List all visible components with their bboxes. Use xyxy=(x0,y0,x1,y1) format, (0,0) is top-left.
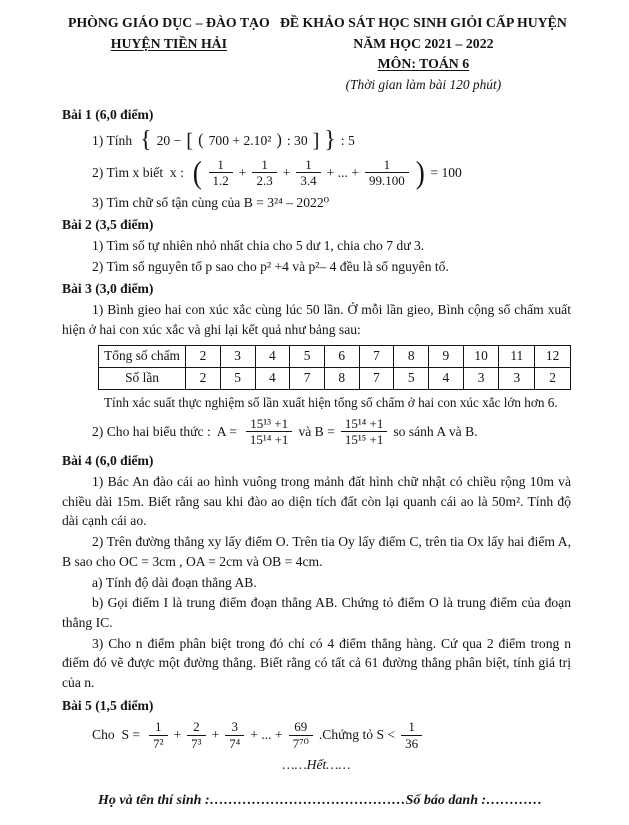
table-cell: 8 xyxy=(324,367,359,389)
paren-open: ( xyxy=(192,154,202,190)
table-cell: 12 xyxy=(535,345,571,367)
table-cell: 4 xyxy=(255,345,290,367)
math-result: = 100 xyxy=(430,164,462,180)
denominator: 3.4 xyxy=(300,173,317,189)
numerator: 2 xyxy=(187,719,205,735)
table-row-label: Tổng số chấm xyxy=(99,345,186,367)
table-cell: 4 xyxy=(429,367,464,389)
numerator: 1 xyxy=(401,719,422,735)
paren-close: ) xyxy=(415,154,425,190)
fraction xyxy=(289,719,313,751)
question-label: 2) Tìm x biết x : xyxy=(92,164,184,180)
numerator: 1 xyxy=(365,157,409,173)
table-cell: 7 xyxy=(359,345,394,367)
question-item-b1q3: 3) Tìm chữ số tận cùng của B = 3²⁴ – 2022⁰ xyxy=(92,194,330,210)
candidate-info-line: Họ và tên thí sinh :……………………………………Số báo danh :………… xyxy=(98,792,543,808)
fraction xyxy=(187,719,205,751)
section-heading-bai4: Bài 4 (6,0 điểm) xyxy=(62,453,154,469)
table-cell: 11 xyxy=(499,345,535,367)
fraction xyxy=(296,157,320,189)
math-text: so sánh A và B. xyxy=(393,423,478,439)
plus-sign: + xyxy=(282,164,291,180)
ellipsis: + ... + xyxy=(326,164,359,180)
math-text: và B = xyxy=(298,423,335,439)
question-item-b4q2b: b) Gọi điểm I là trung điểm đoạn thẳng AB. Chứng tỏ điểm O là trung điểm của đoạn thẳng IC. xyxy=(62,595,571,630)
numerator: 3 xyxy=(225,719,244,735)
issuer-name: PHÒNG GIÁO DỤC – ĐÀO TẠO xyxy=(68,15,270,30)
table-cell: 6 xyxy=(324,345,359,367)
question-item-b4q2a: a) Tính độ dài đoạn thẳng AB. xyxy=(92,574,257,590)
table-row-label: Số lần xyxy=(99,367,186,389)
section-heading-bai5: Bài 5 (1,5 điểm) xyxy=(62,697,154,713)
table-cell: 2 xyxy=(186,367,221,389)
table-row-totals xyxy=(99,345,571,367)
plus-sign: + xyxy=(238,164,247,180)
fraction xyxy=(225,719,244,751)
frequency-table xyxy=(98,345,571,390)
end-marker: ……Hết…… xyxy=(282,757,351,773)
question-item-b3q1: 1) Bình gieo hai con xúc xắc cùng lúc 50 lần. Ở mỗi lần gieo, Bình cộng số chấm xuất hiện ở hai con xúc xắc và ghi lại kết quả như bảng sau: xyxy=(62,302,571,337)
math-formula-b5 xyxy=(62,719,571,751)
math-text: 20 − xyxy=(156,132,182,148)
numerator: 15¹³ +1 xyxy=(246,416,293,432)
numerator: 1 xyxy=(296,157,320,173)
numerator: 69 xyxy=(289,719,313,735)
subject-name: MÔN: TOÁN 6 xyxy=(377,56,470,72)
table-cell: 2 xyxy=(535,367,571,389)
table-cell: 8 xyxy=(394,345,429,367)
exam-title: ĐỀ KHẢO SÁT HỌC SINH GIỎI CẤP HUYỆN xyxy=(279,15,567,30)
table-row-counts xyxy=(99,367,571,389)
plus-sign: + xyxy=(211,727,220,743)
fraction xyxy=(252,157,276,189)
exam-duration: (Thời gian làm bài 120 phút) xyxy=(345,77,502,93)
table-cell: 7 xyxy=(359,367,394,389)
denominator: 36 xyxy=(405,735,419,751)
table-cell: 4 xyxy=(255,367,290,389)
numerator: 1 xyxy=(149,719,167,735)
table-cell: 7 xyxy=(290,367,325,389)
denominator: 99.100 xyxy=(368,173,405,189)
table-cell: 3 xyxy=(463,367,499,389)
denominator: 7⁷⁰ xyxy=(292,735,309,751)
section-heading-bai1: Bài 1 (6,0 điểm) xyxy=(62,107,154,123)
math-text: 700 + 2.10² xyxy=(208,132,272,148)
question-label: 2) Cho hai biểu thức : A = xyxy=(92,423,237,439)
question-label: Cho S = xyxy=(92,727,141,743)
document-header xyxy=(62,13,571,95)
math-formula-b1q1 xyxy=(62,126,571,153)
header-left-block xyxy=(62,13,276,95)
table-cell: 9 xyxy=(429,345,464,367)
denominator: 7⁴ xyxy=(229,735,241,751)
denominator: 15¹⁴ +1 xyxy=(249,432,289,448)
question-label: 1) Tính xyxy=(92,132,133,148)
section-heading-bai3: Bài 3 (3,0 điểm) xyxy=(62,281,154,297)
denominator: 7² xyxy=(153,735,164,751)
denominator: 1.2 xyxy=(212,173,229,189)
denominator: 7³ xyxy=(191,735,202,751)
ellipsis: + ... + xyxy=(250,727,283,743)
fraction xyxy=(246,416,293,448)
bracket-open: [ xyxy=(186,129,194,152)
brace-close: } xyxy=(324,126,336,153)
math-text: : 5 xyxy=(340,132,355,148)
numerator: 1 xyxy=(209,157,233,173)
question-item-b4q3: 3) Cho n điểm phân biệt trong đó chỉ có 4 điểm thẳng hàng. Cứ qua 2 điểm trong n điểm đó vẽ được một đường thẳng. Biết rằng có tất cả 61 đường thẳng phân biệt, tính giá trị của n. xyxy=(62,635,571,691)
bracket-close: ] xyxy=(312,129,320,152)
question-item-b4q2: 2) Trên đường thẳng xy lấy điểm O. Trên tia Oy lấy điểm C, trên tia Ox lấy hai điểm A, B sao cho OC = 3cm , OA = 2cm và OB = 4cm. xyxy=(62,534,571,569)
brace-open: { xyxy=(140,126,152,153)
fraction xyxy=(209,157,233,189)
question-item-b2q2: 2) Tìm số nguyên tố p sao cho p² +4 và p²– 4 đều là số nguyên tố. xyxy=(92,258,449,274)
denominator: 2.3 xyxy=(256,173,273,189)
math-text: : 30 xyxy=(286,132,308,148)
table-cell: 2 xyxy=(186,345,221,367)
fraction xyxy=(365,157,409,189)
table-cell: 5 xyxy=(290,345,325,367)
table-cell: 3 xyxy=(220,345,255,367)
paren-close: ) xyxy=(276,130,282,150)
question-followup-b3q1: Tính xác suất thực nghiệm số lần xuất hiện tổng số chấm ở hai con xúc xắc lớn hơn 6. xyxy=(104,394,558,410)
table-cell: 5 xyxy=(394,367,429,389)
plus-sign: + xyxy=(173,727,182,743)
denominator: 15¹⁵ +1 xyxy=(344,432,384,448)
question-item-b2q1: 1) Tìm số tự nhiên nhỏ nhất chia cho 5 dư 1, chia cho 7 dư 3. xyxy=(92,238,425,254)
math-formula-b1q2 xyxy=(62,154,571,190)
table-cell: 3 xyxy=(499,367,535,389)
paren-open: ( xyxy=(198,130,204,150)
table-cell: 5 xyxy=(220,367,255,389)
table-cell: 10 xyxy=(463,345,499,367)
math-text: .Chứng tỏ S < xyxy=(318,727,396,743)
math-formula-b3q2 xyxy=(62,416,571,448)
fraction xyxy=(341,416,388,448)
numerator: 1 xyxy=(252,157,276,173)
school-year: NĂM HỌC 2021 – 2022 xyxy=(353,35,494,51)
fraction xyxy=(149,719,167,751)
numerator: 15¹⁴ +1 xyxy=(341,416,388,432)
fraction xyxy=(401,719,422,751)
issuer-district: HUYỆN TIỀN HẢI xyxy=(110,35,228,51)
question-item-b4q1: 1) Bác An đào cái ao hình vuông trong mảnh đất hình chữ nhật có chiều rộng 10m và chiều dài 15m. Biết rằng sau khi đào ao diện tích đất còn lại quanh cái ao là 50m². Tính độ dài cạnh cái ao. xyxy=(62,474,571,529)
header-right-block xyxy=(276,13,571,95)
section-heading-bai2: Bài 2 (3,5 điểm) xyxy=(62,217,154,233)
